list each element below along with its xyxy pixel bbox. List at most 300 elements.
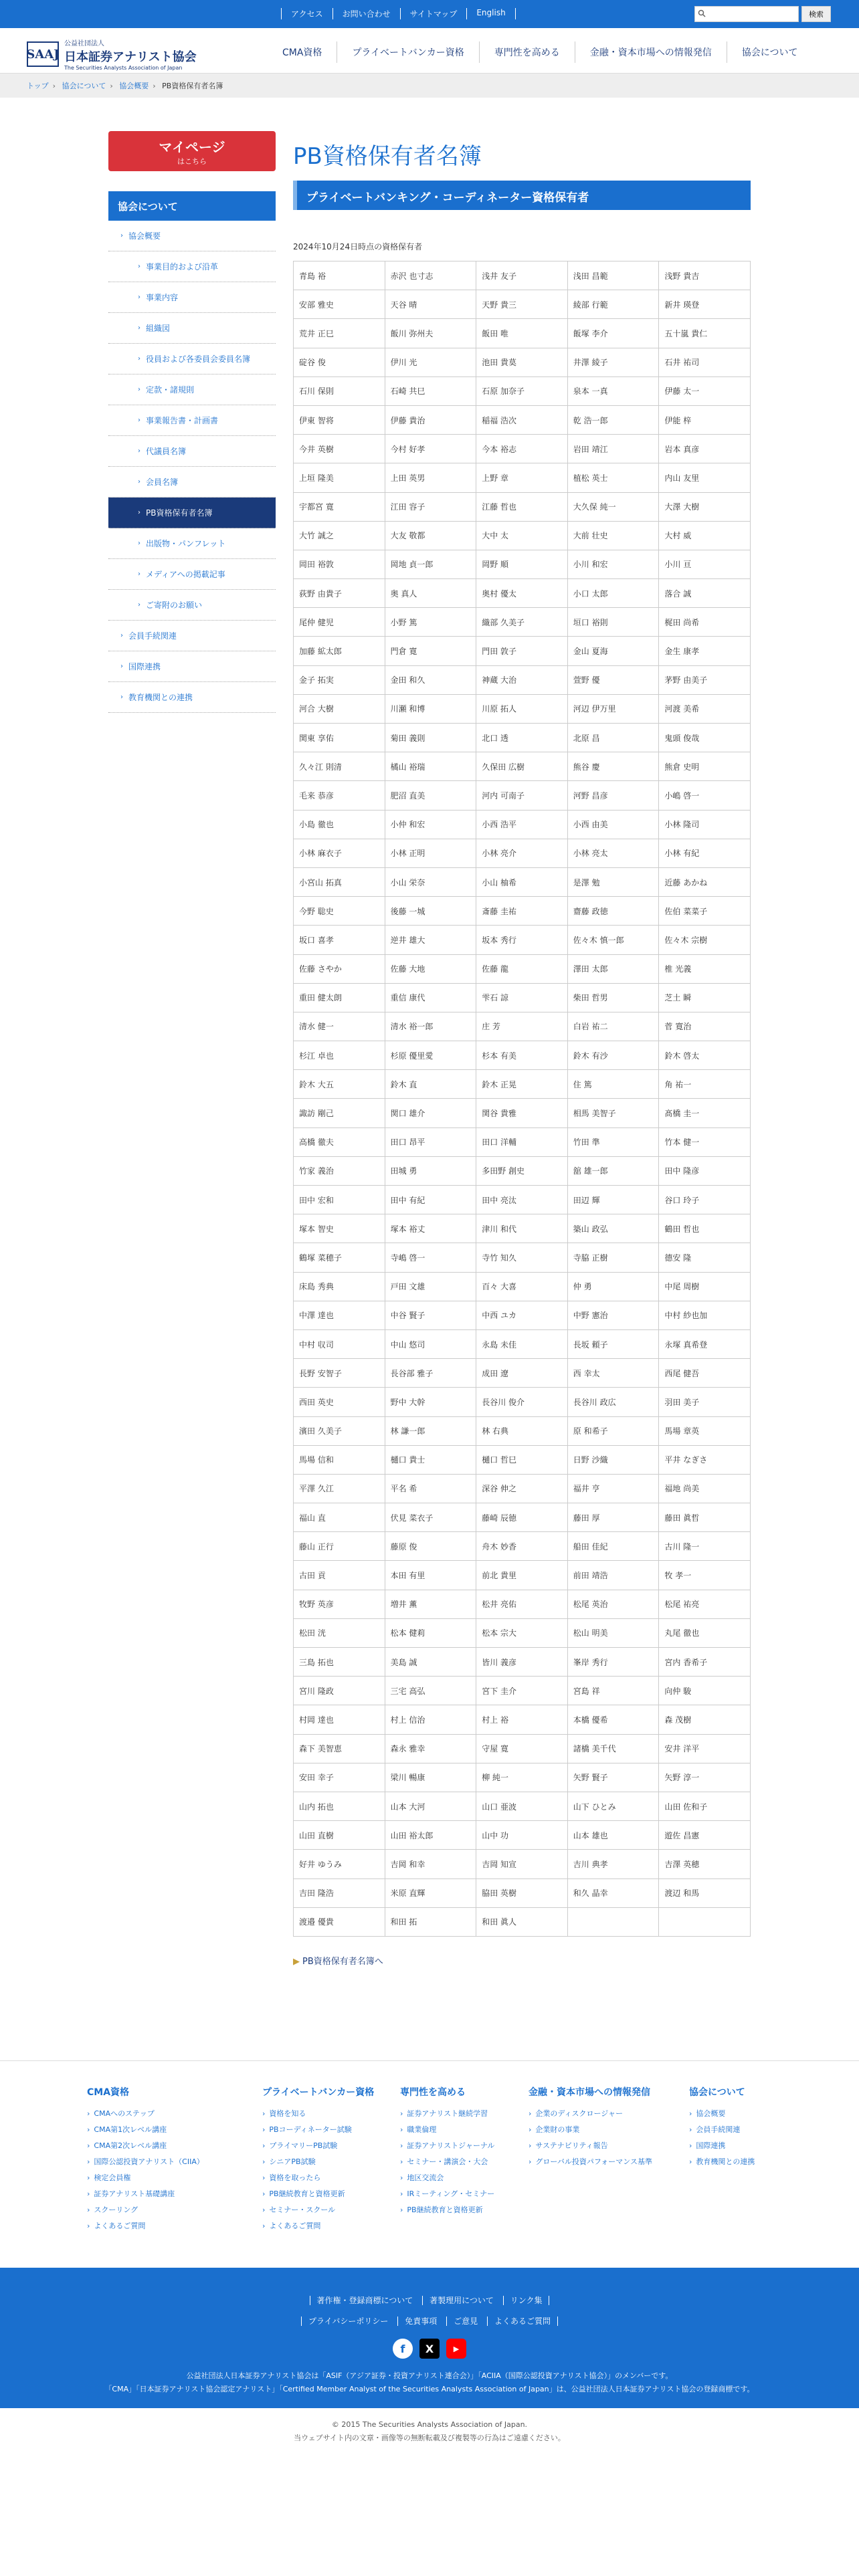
name-cell: 牧 孝一 — [659, 1561, 751, 1590]
footer-col-head[interactable]: プライベートバンカー資格 — [262, 2087, 375, 2098]
name-cell: 村上 信治 — [385, 1705, 476, 1734]
name-cell: 中山 悠司 — [385, 1329, 476, 1358]
gnav-pb[interactable]: プライベートバンカー資格 — [337, 41, 478, 63]
name-cell: 多田野 創史 — [476, 1156, 568, 1185]
name-cell: 渡邉 優貴 — [294, 1907, 385, 1936]
table-row — [294, 867, 751, 896]
name-cell: 石川 保則 — [294, 377, 385, 405]
table-row — [294, 435, 751, 463]
table-row — [294, 405, 751, 434]
name-cell: 山本 大河 — [385, 1792, 476, 1820]
name-cell: 垣口 裕則 — [567, 608, 659, 637]
name-cell — [659, 1907, 751, 1936]
name-cell: 塚本 智史 — [294, 1214, 385, 1243]
table-row — [294, 926, 751, 954]
table-row — [294, 377, 751, 405]
name-cell: 古川 隆一 — [659, 1532, 751, 1561]
name-cell: 鈴木 大五 — [294, 1070, 385, 1099]
gnav-cma[interactable]: CMA資格 — [282, 47, 322, 58]
name-cell: 日野 沙織 — [567, 1445, 659, 1474]
mypage-button[interactable] — [108, 131, 276, 171]
chevron-right-icon: › — [138, 294, 140, 301]
name-cell: 大中 太 — [476, 521, 568, 550]
name-cell: 鶴塚 菜穂子 — [294, 1243, 385, 1272]
sidebar-item-label: 国際連携 — [128, 662, 161, 671]
search-input[interactable] — [694, 6, 799, 22]
name-cell: 中澤 達也 — [294, 1301, 385, 1329]
gnav-expertise[interactable]: 専門性を高める — [479, 41, 575, 63]
sidebar-item-label: 役員および各委員会委員名簿 — [146, 354, 251, 364]
table-row — [294, 463, 751, 492]
name-cell: 佐伯 菜菜子 — [659, 897, 751, 926]
name-cell: 青島 裕 — [294, 261, 385, 290]
table-row — [294, 983, 751, 1012]
name-cell: 小林 亮介 — [476, 839, 568, 867]
name-cell: 松本 健莉 — [385, 1618, 476, 1647]
name-cell: 熊谷 慶 — [567, 752, 659, 781]
name-cell: 福山 直 — [294, 1503, 385, 1532]
name-cell: 樋口 貴士 — [385, 1445, 476, 1474]
name-cell: 小林 麻衣子 — [294, 839, 385, 867]
name-cell: 德安 隆 — [659, 1243, 751, 1272]
footer-link[interactable]: › IRミーティング・セミナー — [400, 2188, 494, 2204]
footer-link[interactable]: › よくあるご質問 — [87, 2220, 204, 2236]
name-cell: 舟木 妙香 — [476, 1532, 568, 1561]
name-cell: 諏訪 剛己 — [294, 1099, 385, 1128]
footer-link-usage[interactable]: 著製理用について — [422, 2296, 500, 2305]
name-cell: 今野 聡史 — [294, 897, 385, 926]
name-cell: 吉岡 知宣 — [476, 1850, 568, 1879]
name-cell: 美島 誠 — [385, 1648, 476, 1677]
table-row — [294, 1156, 751, 1185]
back-link[interactable] — [293, 1954, 751, 1967]
name-cell: 石井 祐司 — [659, 348, 751, 377]
name-cell: 大竹 誠之 — [294, 521, 385, 550]
name-cell: 赤沢 也寸志 — [385, 261, 476, 290]
name-cell: 長野 安智子 — [294, 1359, 385, 1388]
name-cell: 濱田 久美子 — [294, 1416, 385, 1445]
sidebar-item-0[interactable] — [108, 221, 276, 251]
footer-link[interactable]: › セミナー・スクール — [262, 2204, 374, 2220]
name-cell: 伊藤 貴治 — [385, 405, 476, 434]
footer-link[interactable]: › 地区交流会 — [400, 2172, 494, 2188]
footer-link[interactable]: › 企業財の事業 — [529, 2124, 652, 2140]
gnav-info[interactable]: 金融・資本市場への情報発信 — [575, 41, 727, 63]
name-cell: 西尾 健吾 — [659, 1359, 751, 1388]
name-cell: 松尾 祐亮 — [659, 1590, 751, 1618]
footer-col-head[interactable]: 金融・資本市場への情報発信 — [529, 2087, 650, 2098]
name-cell: 浅井 友子 — [476, 261, 568, 290]
arrow-icon: ▶ — [293, 1956, 300, 1967]
footer-links-row2 — [0, 2315, 859, 2327]
name-cell: 藤崎 辰徳 — [476, 1503, 568, 1532]
name-cell: 大友 敬都 — [385, 521, 476, 550]
name-cell: 林 謙一郎 — [385, 1416, 476, 1445]
footer-link[interactable]: › 国際公認投資アナリスト（CIIA） — [87, 2156, 204, 2172]
gnav-about[interactable]: 協会について — [727, 41, 813, 63]
footer-link[interactable]: › 会員手続関連 — [689, 2124, 755, 2140]
footer-link[interactable]: › グローバル投資パフォーマンス基準 — [529, 2156, 652, 2172]
name-cell: 田辺 輝 — [567, 1186, 659, 1214]
sidebar-item-15[interactable] — [108, 682, 276, 713]
sidebar-item-6[interactable] — [108, 405, 276, 436]
name-cell: 奥 真人 — [385, 579, 476, 608]
name-cell: 中野 憲治 — [567, 1301, 659, 1329]
chevron-right-icon: › — [138, 509, 140, 516]
name-cell: 大村 威 — [659, 521, 751, 550]
name-cell: 清水 裕一郎 — [385, 1012, 476, 1041]
name-cell: 村岡 達也 — [294, 1705, 385, 1734]
name-cell: 丸尾 徹也 — [659, 1618, 751, 1647]
footer-link[interactable]: › 証券アナリストジャーナル — [400, 2140, 494, 2156]
footer-link[interactable]: › シニアPB試験 — [262, 2156, 374, 2172]
sidebar-item-5[interactable] — [108, 374, 276, 405]
chevron-right-icon: › — [138, 263, 140, 270]
name-cell: 河辺 伊万里 — [567, 694, 659, 723]
table-row — [294, 724, 751, 752]
name-cell: 和田 拓 — [385, 1907, 476, 1936]
name-cell: 杉江 卓也 — [294, 1041, 385, 1070]
table-row — [294, 1099, 751, 1128]
name-cell: 前田 靖浩 — [567, 1561, 659, 1590]
table-row — [294, 1561, 751, 1590]
footer-link-links[interactable]: リンク集 — [503, 2296, 550, 2305]
name-cell: 佐藤 大地 — [385, 954, 476, 983]
sidebar-item-label: 定款・諸規則 — [146, 385, 195, 395]
name-cell: 河野 昌彦 — [567, 781, 659, 810]
name-cell: 内山 友里 — [659, 463, 751, 492]
name-cell — [567, 1907, 659, 1936]
sidebar-item-label: PB資格保有者名簿 — [146, 508, 213, 518]
table-row — [294, 579, 751, 608]
name-cell: 小仲 和宏 — [385, 810, 476, 839]
table-row — [294, 752, 751, 781]
back-link-label: PB資格保有者名簿へ — [302, 1956, 383, 1967]
name-cell: 岡野 順 — [476, 550, 568, 578]
facebook-icon[interactable]: f — [393, 2339, 413, 2359]
name-cell: 重信 康代 — [385, 983, 476, 1012]
breadcrumb-about[interactable]: 協会について — [62, 82, 106, 90]
name-cell: 芝土 瞬 — [659, 983, 751, 1012]
name-cell: 小口 太郎 — [567, 579, 659, 608]
footer-link[interactable]: › 検定会員権 — [87, 2172, 204, 2188]
name-cell: 松山 明美 — [567, 1618, 659, 1647]
table-row — [294, 1734, 751, 1763]
name-cell: 梁川 暢康 — [385, 1763, 476, 1792]
footer-link-feedback[interactable]: ご意見 — [446, 2317, 484, 2326]
name-cell: 長坂 頼子 — [567, 1329, 659, 1358]
name-cell: 髙橋 圭一 — [659, 1099, 751, 1128]
name-cell: 藤原 俊 — [385, 1532, 476, 1561]
name-cell: 脇田 英樹 — [476, 1879, 568, 1907]
name-cell: 山中 功 — [476, 1821, 568, 1850]
footer-link[interactable]: › サステナビリティ報告 — [529, 2140, 652, 2156]
name-cell: 山下 ひとみ — [567, 1792, 659, 1820]
name-cell: 本橋 優希 — [567, 1705, 659, 1734]
footer-link[interactable]: › CMA第2次レベル講座 — [87, 2140, 204, 2156]
footer-link[interactable]: › 国際連携 — [689, 2140, 755, 2156]
sidebar-item-label: 会員手続関連 — [128, 631, 177, 641]
table-row — [294, 521, 751, 550]
name-cell: 藤山 正行 — [294, 1532, 385, 1561]
footer-link[interactable]: › PBコーディネーター試験 — [262, 2124, 374, 2140]
name-cell: 浅野 貴吉 — [659, 261, 751, 290]
name-cell: 鬼頭 俊哉 — [659, 724, 751, 752]
name-cell: 小山 柚希 — [476, 867, 568, 896]
name-cell: 岡田 裕敦 — [294, 550, 385, 578]
footer-link[interactable]: › セミナー・講演会・大会 — [400, 2156, 494, 2172]
name-cell: 庄 芳 — [476, 1012, 568, 1041]
chevron-right-icon: › — [138, 601, 140, 609]
table-row — [294, 1388, 751, 1416]
site-header — [0, 28, 859, 74]
footer-link-disclaimer[interactable]: 免責事項 — [397, 2317, 444, 2326]
table-row — [294, 1792, 751, 1820]
footer-link-privacy[interactable]: プライバシーポリシー — [301, 2317, 395, 2326]
x-icon[interactable]: X — [419, 2339, 440, 2359]
footer-link[interactable]: › CMAへのステップ — [87, 2108, 204, 2124]
footer-link[interactable]: › よくあるご質問 — [262, 2220, 374, 2236]
name-cell: 宮川 隆政 — [294, 1677, 385, 1705]
name-cell: 古田 貢 — [294, 1561, 385, 1590]
name-cell: 永島 未佳 — [476, 1329, 568, 1358]
name-cell: 金山 夏海 — [567, 637, 659, 665]
name-cell: 相馬 美智子 — [567, 1099, 659, 1128]
name-cell: 落合 誠 — [659, 579, 751, 608]
table-row — [294, 1532, 751, 1561]
table-row — [294, 1590, 751, 1618]
sitemap-link[interactable]: サイトマップ — [400, 8, 467, 19]
table-row — [294, 954, 751, 983]
sidebar-item-11[interactable] — [108, 559, 276, 590]
breadcrumb-top[interactable]: トップ — [27, 82, 49, 90]
name-cell: 諸橋 美千代 — [567, 1734, 659, 1763]
contact-link[interactable]: お問い合わせ — [332, 8, 400, 19]
name-cell: 上野 章 — [476, 463, 568, 492]
name-cell: 渡辺 和馬 — [659, 1879, 751, 1907]
name-cell: 宇都宮 寛 — [294, 492, 385, 521]
name-cell: 山田 裕太郎 — [385, 1821, 476, 1850]
table-row — [294, 1243, 751, 1272]
table-row — [294, 1070, 751, 1099]
name-cell: 塚本 裕丈 — [385, 1214, 476, 1243]
name-cell: 重田 健太朗 — [294, 983, 385, 1012]
name-cell: 伊藤 太一 — [659, 377, 751, 405]
name-cell: 宮内 香希子 — [659, 1648, 751, 1677]
name-cell: 宮下 圭介 — [476, 1677, 568, 1705]
name-cell: 佐々木 慎一郎 — [567, 926, 659, 954]
footer-link[interactable]: › 証券アナリスト基礎講座 — [87, 2188, 204, 2204]
name-cell: 五十嵐 貴仁 — [659, 319, 751, 348]
name-cell: 寺脇 正樹 — [567, 1243, 659, 1272]
name-cell: 坂本 秀行 — [476, 926, 568, 954]
sidebar-item-label: ご寄附のお願い — [146, 601, 203, 610]
name-cell: 河合 大樹 — [294, 694, 385, 723]
footer-link[interactable]: › PB継続教育と資格更新 — [262, 2188, 374, 2204]
footer-col-head[interactable]: CMA資格 — [87, 2087, 130, 2098]
name-cell: 岩本 真彦 — [659, 435, 751, 463]
name-cell: 天谷 晴 — [385, 290, 476, 319]
search-form — [694, 6, 831, 22]
name-cell: 山田 佐和子 — [659, 1792, 751, 1820]
footer-link[interactable]: › 職業倫理 — [400, 2124, 494, 2140]
name-cell: 田中 亮汰 — [476, 1186, 568, 1214]
name-cell: 上田 英男 — [385, 463, 476, 492]
name-cell: 山口 亜波 — [476, 1792, 568, 1820]
name-cell: 杉原 優里愛 — [385, 1041, 476, 1070]
name-cell: 植松 英士 — [567, 463, 659, 492]
name-cell: 飯川 弥州夫 — [385, 319, 476, 348]
name-cell: 小林 正明 — [385, 839, 476, 867]
table-row — [294, 1821, 751, 1850]
copyright-note: 当ウェブサイト内の文章・画像等の無断転載及び複製等の行為はご遠慮ください。 — [294, 2434, 565, 2442]
sidebar-item-label: 事業内容 — [146, 293, 179, 302]
logo-english-name: The Securities Analysts Association of Japan — [64, 65, 183, 71]
name-cell: 角 祐一 — [659, 1070, 751, 1099]
sidebar-item-10[interactable] — [108, 528, 276, 559]
footer-link[interactable]: › 教育機関との連携 — [689, 2156, 755, 2172]
search-button[interactable]: 検索 — [801, 6, 831, 22]
footer-link[interactable]: › 証券アナリスト継続学習 — [400, 2108, 494, 2124]
breadcrumb-overview[interactable]: 協会概要 — [119, 82, 149, 90]
name-cell: 小嶋 啓一 — [659, 781, 751, 810]
name-cell: 雫石 諒 — [476, 983, 568, 1012]
name-cell: 大久保 純一 — [567, 492, 659, 521]
footer-links-row1 — [0, 2294, 859, 2306]
name-cell: 白岩 祐二 — [567, 1012, 659, 1041]
name-cell: 門田 敦子 — [476, 637, 568, 665]
sidebar-item-label: 事業報告書・計画書 — [146, 416, 219, 425]
logo-mark: SAAJ — [27, 41, 59, 67]
name-cell: 山内 拓也 — [294, 1792, 385, 1820]
global-nav — [268, 41, 812, 63]
name-cell: 成田 遼 — [476, 1359, 568, 1388]
footer-note — [0, 2369, 859, 2396]
youtube-icon[interactable]: ▶ — [446, 2339, 466, 2359]
name-cell: 鶴田 哲也 — [659, 1214, 751, 1243]
name-cell: 竹家 義治 — [294, 1156, 385, 1185]
footer-link[interactable]: › 資格を取ったら — [262, 2172, 374, 2188]
name-cell: 宮島 祥 — [567, 1677, 659, 1705]
chevron-right-icon: › — [138, 570, 140, 578]
name-cell: 佐藤 龍 — [476, 954, 568, 983]
name-cell: 住 篤 — [567, 1070, 659, 1099]
sidebar-item-1[interactable] — [108, 251, 276, 282]
name-cell: 今井 英樹 — [294, 435, 385, 463]
footer-col-head[interactable]: 協会について — [689, 2087, 745, 2098]
name-cell: 馬場 章英 — [659, 1416, 751, 1445]
name-cell: 飯塚 李介 — [567, 319, 659, 348]
name-cell: 逆井 雄大 — [385, 926, 476, 954]
name-cell: 柴田 哲男 — [567, 983, 659, 1012]
sidebar-item-14[interactable] — [108, 651, 276, 682]
name-cell: 長谷部 雅子 — [385, 1359, 476, 1388]
table-row — [294, 665, 751, 694]
sidebar-item-2[interactable] — [108, 282, 276, 313]
sidebar-item-12[interactable] — [108, 590, 276, 621]
name-cell: 和久 晶幸 — [567, 1879, 659, 1907]
name-cell: 熊倉 史明 — [659, 752, 751, 781]
name-cell: 安田 幸子 — [294, 1763, 385, 1792]
sidebar-item-8[interactable] — [108, 467, 276, 498]
search-icon — [698, 9, 706, 17]
name-cell: 小林 亮太 — [567, 839, 659, 867]
sidebar-item-3[interactable] — [108, 313, 276, 344]
name-cell: 寺嶋 啓一 — [385, 1243, 476, 1272]
name-cell: 矢野 淳一 — [659, 1763, 751, 1792]
name-cell: 小西 浩平 — [476, 810, 568, 839]
footer-link-copyright[interactable]: 著作権・登録商標について — [310, 2296, 420, 2305]
english-link[interactable]: English — [466, 8, 515, 19]
chevron-right-icon: › — [138, 447, 140, 455]
name-cell: 増井 薫 — [385, 1590, 476, 1618]
name-cell: 田口 昂平 — [385, 1128, 476, 1156]
logo-org-type: 公益社団法人 — [64, 40, 104, 47]
name-cell: 澤田 太郎 — [567, 954, 659, 983]
name-cell: 金子 拓実 — [294, 665, 385, 694]
table-row — [294, 1301, 751, 1329]
sidebar-item-label: 会員名簿 — [146, 477, 179, 487]
name-cell: 齋藤 政徳 — [567, 897, 659, 926]
sidebar-head[interactable]: 協会について — [108, 191, 276, 221]
name-cell: 峯岸 秀行 — [567, 1648, 659, 1677]
date-note: 2024年10月24日時点の資格保有者 — [293, 242, 423, 251]
name-cell: 小島 徹也 — [294, 810, 385, 839]
footer-col-head[interactable]: 専門性を高める — [400, 2087, 466, 2098]
name-cell: 河渡 美希 — [659, 694, 751, 723]
name-cell: 船田 佳紀 — [567, 1532, 659, 1561]
name-cell: 泉本 一真 — [567, 377, 659, 405]
name-cell: 森下 美智恵 — [294, 1734, 385, 1763]
footer-link-faq[interactable]: よくあるご質問 — [487, 2317, 558, 2326]
access-link[interactable]: アクセス — [281, 8, 332, 19]
name-cell: 百々 大喜 — [476, 1272, 568, 1301]
name-cell: 佐々木 宗樹 — [659, 926, 751, 954]
sidebar-item-label: 教育機関との連携 — [128, 693, 193, 702]
footer-link[interactable]: › 資格を知る — [262, 2108, 374, 2124]
breadcrumb-current: PB資格保有者名簿 — [162, 82, 223, 90]
name-cell: 築山 政弘 — [567, 1214, 659, 1243]
site-logo[interactable] — [27, 37, 197, 71]
name-cell: 牧野 英彦 — [294, 1590, 385, 1618]
footer-link[interactable]: › CMA第1次レベル講座 — [87, 2124, 204, 2140]
table-row — [294, 1272, 751, 1301]
sidebar-item-9[interactable] — [108, 498, 276, 528]
name-cell: 守屋 寛 — [476, 1734, 568, 1763]
name-cell: 津川 和代 — [476, 1214, 568, 1243]
name-cell: 鈴木 正晃 — [476, 1070, 568, 1099]
name-cell: 北原 昌 — [567, 724, 659, 752]
name-cell: 田中 宏和 — [294, 1186, 385, 1214]
footer-link[interactable]: › 企業のディスクロージャー — [529, 2108, 652, 2124]
sidebar-item-13[interactable] — [108, 621, 276, 651]
name-cell: 稲福 浩次 — [476, 405, 568, 434]
name-cell: 中村 紗也加 — [659, 1301, 751, 1329]
footer-link[interactable]: › スクーリング — [87, 2204, 204, 2220]
name-cell: 伊川 光 — [385, 348, 476, 377]
footer-link[interactable]: › 協会概要 — [689, 2108, 755, 2124]
chevron-right-icon: › — [138, 324, 140, 332]
name-cell: 小山 栄奈 — [385, 867, 476, 896]
name-cell: 新井 瑛登 — [659, 290, 751, 319]
top-bar — [0, 0, 859, 28]
sidebar-item-7[interactable] — [108, 436, 276, 467]
name-cell: 羽田 美子 — [659, 1388, 751, 1416]
footer-link[interactable]: › PB継続教育と資格更新 — [400, 2204, 494, 2220]
sidebar-item-4[interactable] — [108, 344, 276, 374]
footer-link[interactable]: › プライマリーPB試験 — [262, 2140, 374, 2156]
table-row — [294, 1359, 751, 1388]
